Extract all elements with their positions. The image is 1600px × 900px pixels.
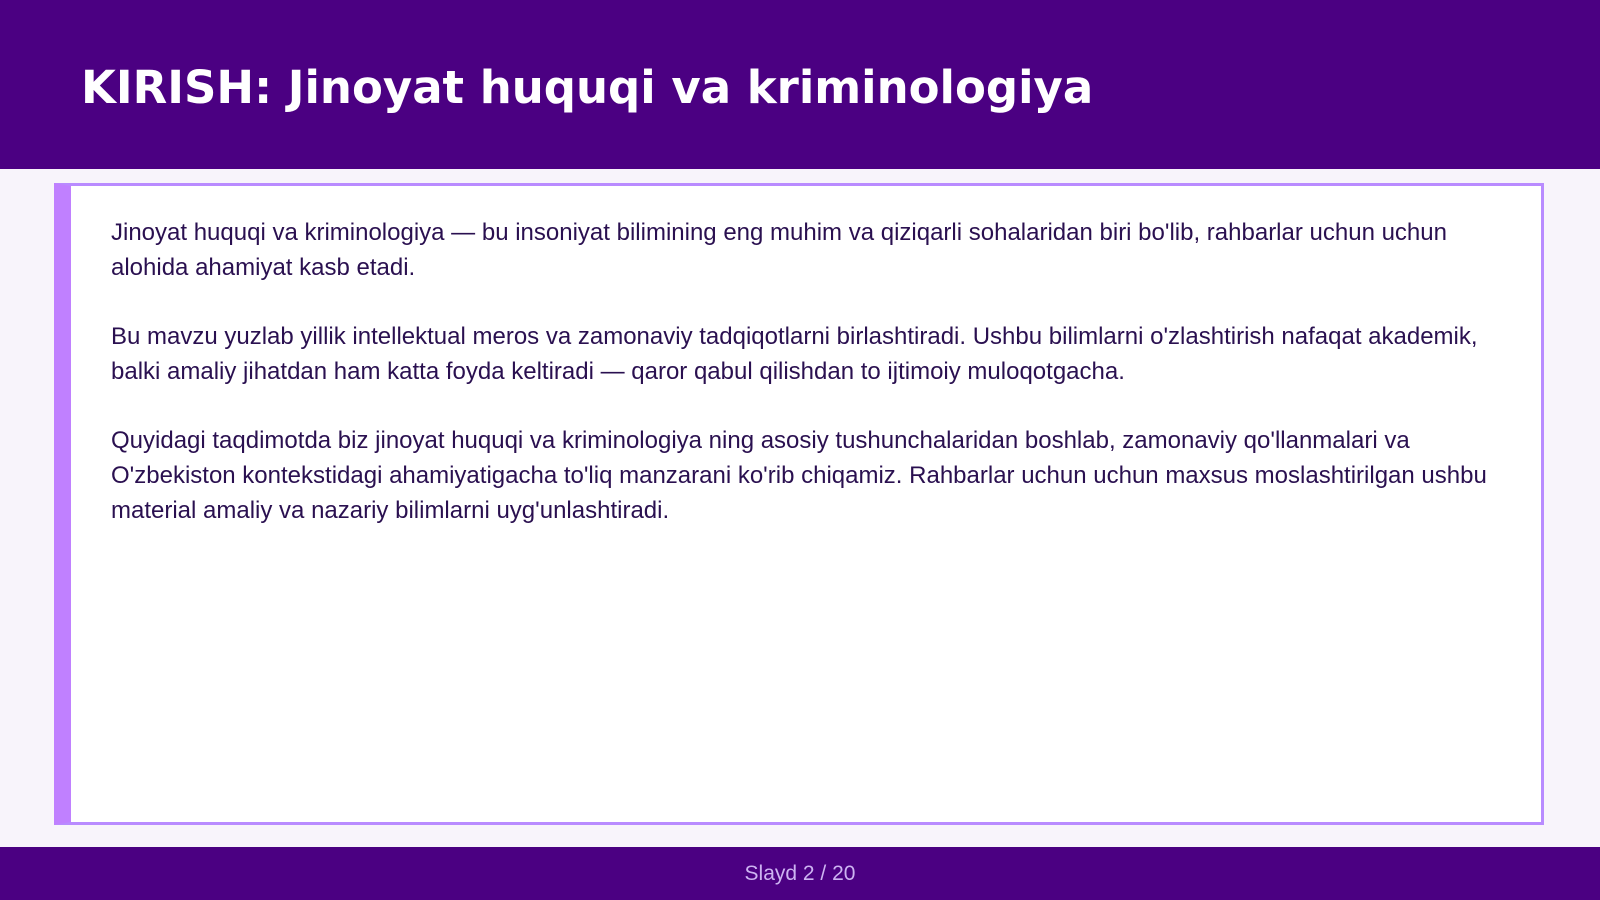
slide-header: [0, 0, 1600, 169]
paragraph-overview: Quyidagi taqdimotda biz jinoyat huquqi va kriminologiya ning asosiy tushunchalaridan boshlab, zamonaviy qo'llanmalari va O'zbekiston kontekstidagi ahamiyatigacha to'liq manzarani ko'rib chiqamiz. Rahbarlar uchun uchun maxsus moslashtirilgan ushbu material amaliy va nazariy bilimlarni uyg'unlashtiradi.: [111, 427, 1487, 524]
content-text: [111, 215, 1511, 562]
paragraph-heritage: Bu mavzu yuzlab yillik intellektual meros va zamonaviy tadqiqotlarni birlashtiradi. Ushbu bilimlarni o'zlashtirish nafaqat akademik, balki amaliy jihatdan ham katta foyda keltiradi — qaror qabul qilishdan to ijtimoiy muloqotgacha.: [111, 323, 1478, 385]
slide-footer: [0, 847, 1600, 900]
paragraph-introduction: Jinoyat huquqi va kriminologiya — bu insoniyat bilimining eng muhim va qiziqarli sohalaridan biri bo'lib, rahbarlar uchun uchun alohida ahamiyat kasb etadi.: [111, 219, 1447, 281]
slide-title: KIRISH: Jinoyat huquqi va kriminologiya: [81, 61, 1094, 114]
slide-counter: Slayd 2 / 20: [744, 862, 856, 885]
